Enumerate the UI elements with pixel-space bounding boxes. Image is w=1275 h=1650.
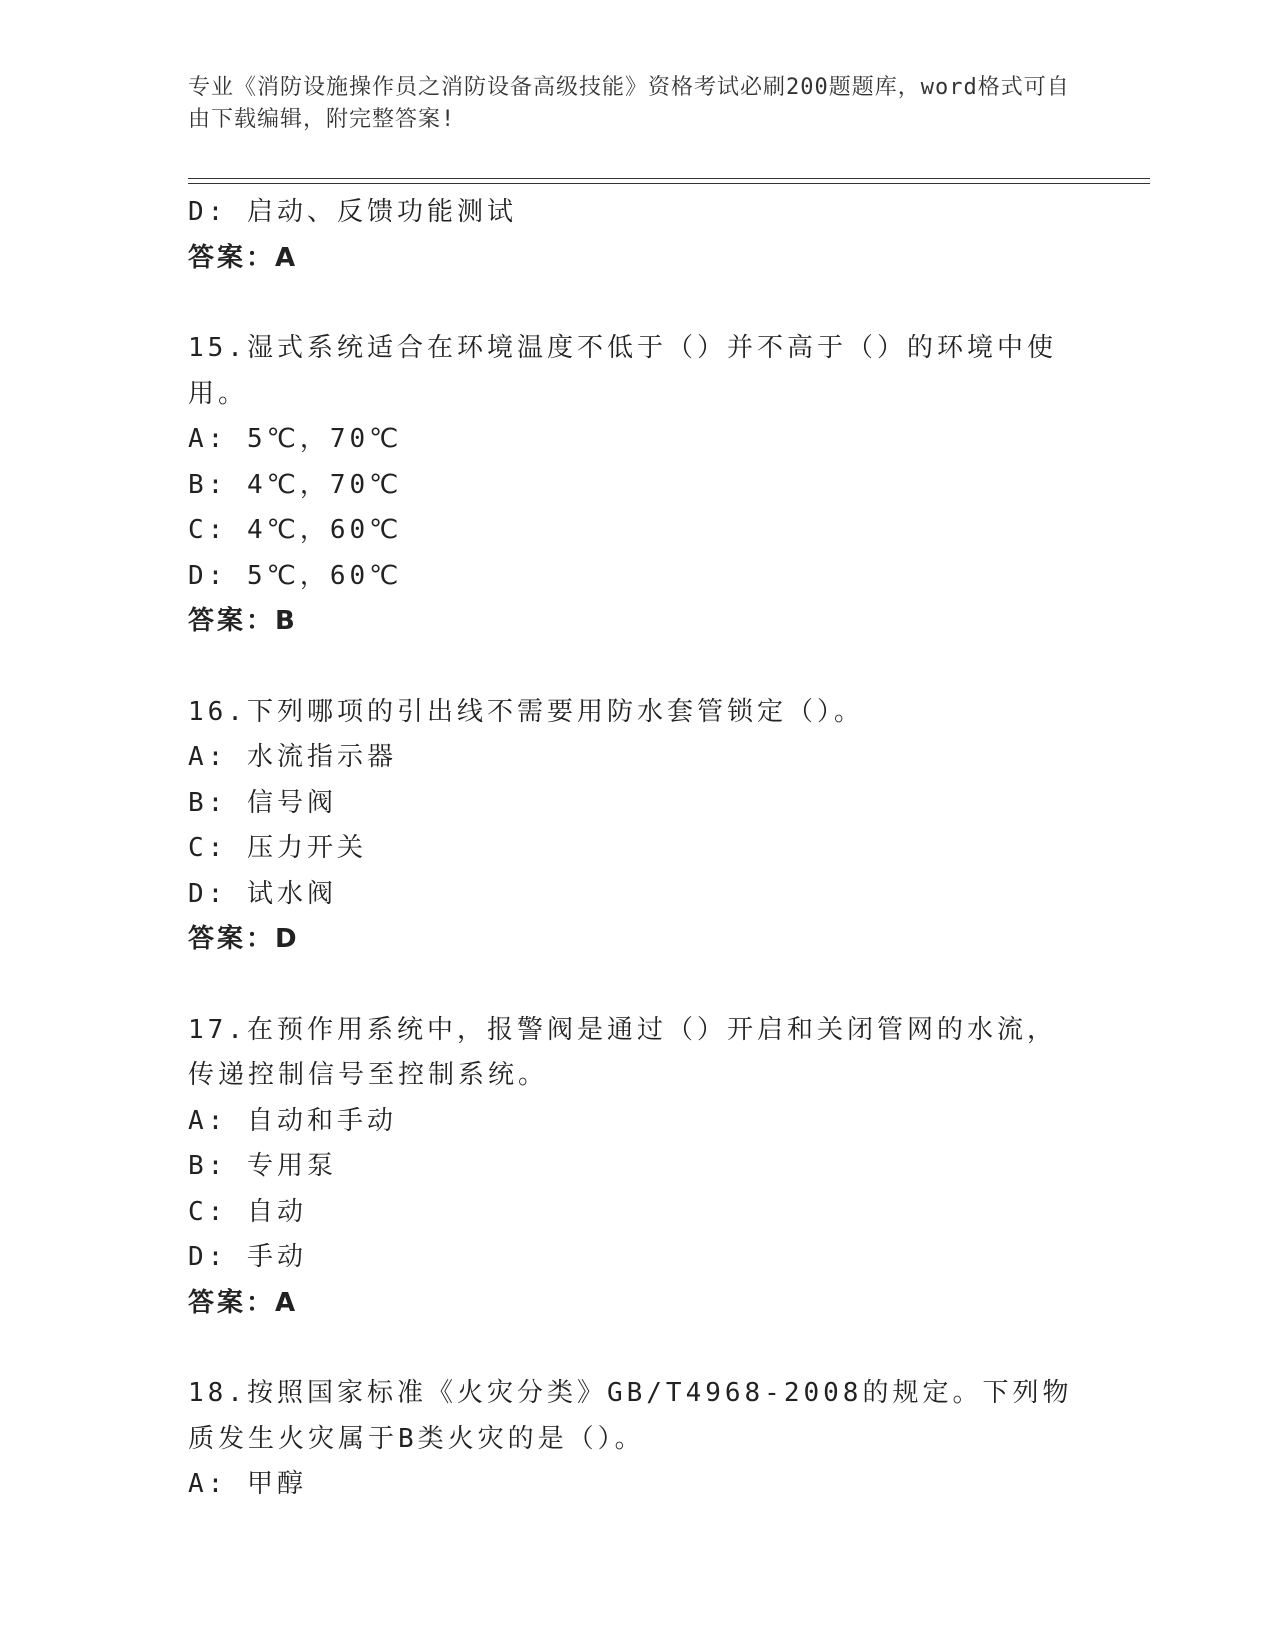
question-stem: 16.下列哪项的引出线不需要用防水套管锁定（）。 <box>188 696 864 727</box>
option-d: D: 手动 <box>188 1242 307 1272</box>
question-partial <box>188 190 1088 281</box>
question-stem: 15.湿式系统适合在环境温度不低于（）并不高于（）的环境中使用。 <box>188 333 1057 409</box>
option-a: A: 自动和手动 <box>188 1105 397 1136</box>
option-c: C: 4℃，60℃ <box>188 515 403 545</box>
option-b: B: 4℃，70℃ <box>188 469 403 500</box>
option-b: B: 专用泵 <box>188 1151 337 1181</box>
header-divider-top <box>188 178 1150 179</box>
question-list <box>188 190 1088 1508</box>
question-stem: 17.在预作用系统中，报警阀是通过（）开启和关闭管网的水流，传递控制信号至控制系统。 <box>188 1014 1057 1090</box>
option-a: A: 甲醇 <box>188 1469 307 1499</box>
option-c: C: 自动 <box>188 1196 307 1227</box>
answer-line: 答案：B <box>188 606 298 636</box>
question-16 <box>188 690 1088 963</box>
option-d: D: 启动、反馈功能测试 <box>188 197 517 227</box>
option-a: A: 水流指示器 <box>188 742 397 772</box>
document-header: 专业《消防设施操作员之消防设备高级技能》资格考试必刷200题题库，word格式可自由下载编辑，附完整答案! <box>188 75 1070 132</box>
header-divider-bottom <box>188 183 1150 184</box>
question-17 <box>188 1008 1088 1327</box>
answer-line: 答案：A <box>188 242 299 273</box>
option-b: B: 信号阀 <box>188 787 337 818</box>
question-18 <box>188 1371 1088 1508</box>
option-c: C: 压力开关 <box>188 833 367 863</box>
question-15 <box>188 326 1088 645</box>
answer-line: 答案：D <box>188 924 300 954</box>
option-d: D: 试水阀 <box>188 878 337 909</box>
answer-line: 答案：A <box>188 1287 299 1318</box>
option-d: D: 5℃，60℃ <box>188 560 403 591</box>
option-a: A: 5℃，70℃ <box>188 424 403 454</box>
question-stem: 18.按照国家标准《火灾分类》GB/T4968-2008的规定。下列物质发生火灾属于B类火灾的是（）。 <box>188 1378 1073 1454</box>
